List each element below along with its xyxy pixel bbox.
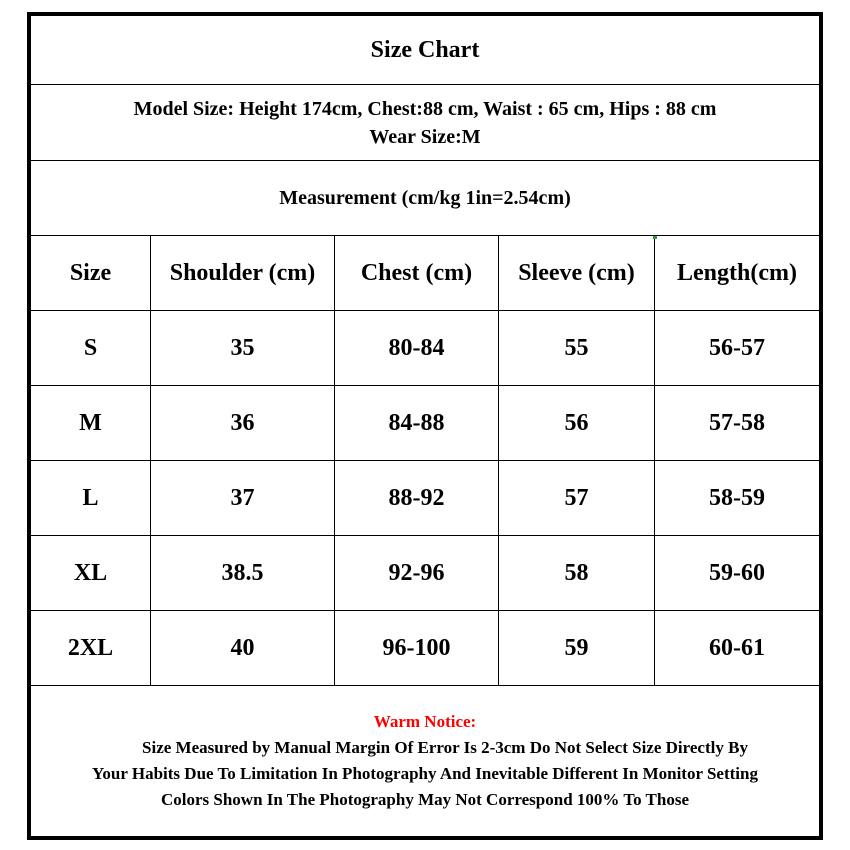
measurement-note: Measurement (cm/kg 1in=2.54cm) [31,161,819,236]
notice-line: Your Habits Due To Limitation In Photography And Inevitable Different In Monitor Setting [92,764,758,783]
cell-sleeve: 58 [499,536,655,610]
size-table [31,236,819,686]
table-row [31,386,819,461]
cell-shoulder: 35 [151,311,335,385]
size-chart-frame [27,12,823,840]
cell-shoulder: 38.5 [151,536,335,610]
model-info [31,85,819,161]
cell-size: 2XL [31,611,151,685]
cell-shoulder: 37 [151,461,335,535]
cell-chest: 96-100 [335,611,499,685]
cell-sleeve: 56 [499,386,655,460]
cell-chest: 80-84 [335,311,499,385]
notice-line: Colors Shown In The Photography May Not Correspond 100% To Those [160,790,690,809]
header-shoulder: Shoulder (cm) [151,236,335,310]
cell-length: 60-61 [709,634,765,661]
cell-sleeve: 55 [499,311,655,385]
cell-size: L [31,461,151,535]
cell-length: 59-60 [709,559,765,586]
table-row [31,311,819,386]
cell-shoulder: 36 [151,386,335,460]
cell-chest: 84-88 [335,386,499,460]
table-row [31,461,819,536]
cell-length: 56-57 [709,334,765,361]
chart-title: Size Chart [31,16,819,85]
wear-size-line: Wear Size:M [369,125,481,148]
cell-length: 57-58 [709,409,765,436]
header-sleeve: Sleeve (cm) [499,236,655,310]
cell-sleeve: 59 [499,611,655,685]
notice-title: Warm Notice: [373,712,477,731]
cell-sleeve: 57 [499,461,655,535]
warm-notice [31,686,819,836]
notice-line: Size Measured by Manual Margin Of Error Is 2-3cm Do Not Select Size Directly By [142,738,748,757]
green-corner-mark [653,236,657,239]
header-chest: Chest (cm) [335,236,499,310]
cell-chest: 92-96 [335,536,499,610]
table-row [31,611,819,686]
cell-chest: 88-92 [335,461,499,535]
table-row [31,536,819,611]
header-size: Size [31,236,151,310]
table-header-row [31,236,819,311]
model-size-line: Model Size: Height 174cm, Chest:88 cm, Waist : 65 cm, Hips : 88 cm [133,97,717,120]
cell-length: 58-59 [709,484,765,511]
cell-size: M [31,386,151,460]
header-length: Length(cm) [677,259,797,286]
cell-size: XL [31,536,151,610]
cell-shoulder: 40 [151,611,335,685]
cell-size: S [31,311,151,385]
